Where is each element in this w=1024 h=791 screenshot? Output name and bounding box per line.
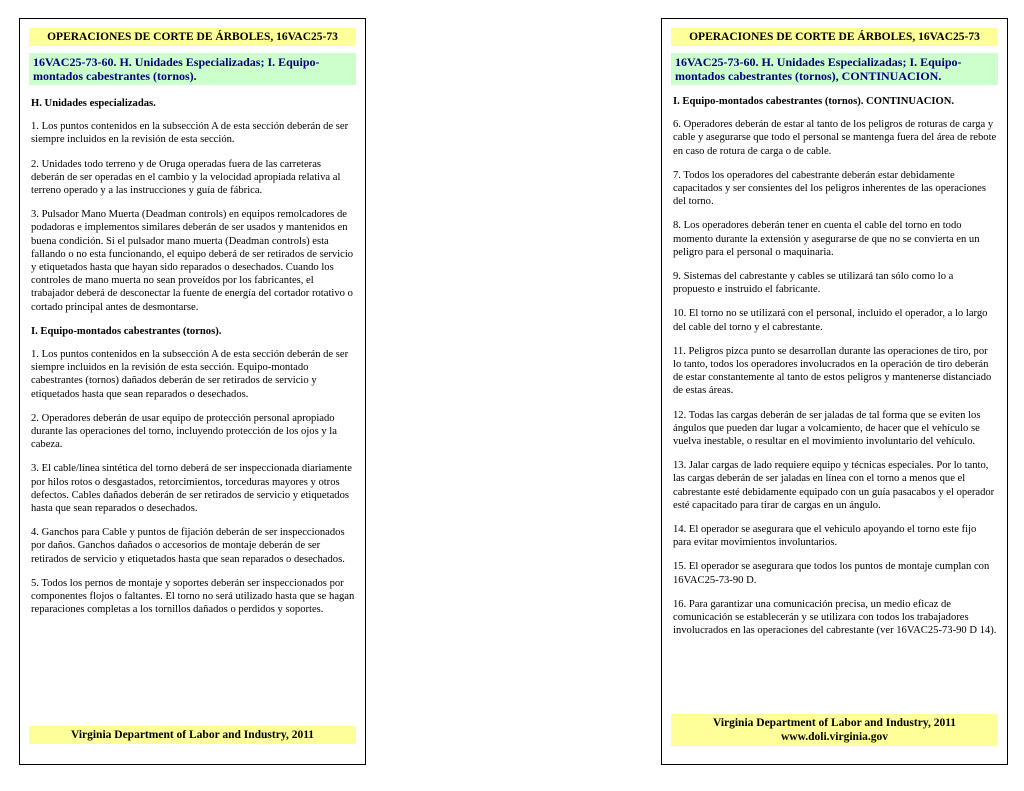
left-content [31,97,355,628]
left-section-heading: 16VAC25-73-60. H. Unidades Especializadas; I. Equipo-montados cabestrantes (tornos). [29,53,356,85]
right-section-heading: 16VAC25-73-60. H. Unidades Especializadas; I. Equipo-montados cabestrantes (tornos), CONTINUACION. [671,53,998,85]
i-item-13: 13. Jalar cargas de lado requiere equipo y técnicas especiales. Por lo tanto, las cargas deberán de ser jaladas en línea con el torno a menos que el cabrestante esté debidamente equipado con un guía pasacabos y el operador esté capacitado para tirar de cargas en un ángulo. [673,460,995,511]
i-item-7: 7. Todos los operadores del cabestrante deberán estar debidamente capacitados y ser consientes del los peligros inherentes de las operaciones del torno. [673,169,986,208]
right-footer [671,714,998,746]
right-top-banner: OPERACIONES DE CORTE DE ÁRBOLES, 16VAC25-73 [671,28,998,46]
right-footer-url: www.doli.virginia.gov [780,731,889,743]
i-item-9: 9. Sistemas del cabrestante y cables se utilizará tan sólo como lo a propuesto e instruido el fabricante. [673,271,954,296]
section-h-title: H. Unidades especializadas. [31,98,156,109]
h-item-1: 1. Los puntos contenidos en la subsección A de esta sección deberán de ser siempre incluidos en la revisión de esta sección. [31,121,349,146]
right-footer-org: Virginia Department of Labor and Industry, 2011 [712,717,957,729]
i-item-5: 5. Todos los pernos de montaje y soportes deberán ser inspeccionados por componentes flojos o faltantes. El torno no será utilizado hasta que se hagan reparaciones completas a los tornillos dañados o perdidos y soportes. [31,577,355,616]
i-item-11: 11. Peligros pizca punto se desarrollan durante las operaciones de tiro, por lo tanto, todos los operadores involucrados en la operación de tiro deberán de estar constantemente al tanto de estos peligros y mantenerse distanciado de estas áreas. [673,345,992,397]
right-content [673,95,997,649]
i-item-1: 1. Los puntos contenidos en la subsección A de esta sección deberán de ser siempre incluidos en la revisión de esta sección. Equipo-montado cabestrantes (tornos) dañados deberán de ser retirados de servicio y etiquetados hasta que sean reparados o desechados. [31,349,349,400]
h-item-3: 3. Pulsador Mano Muerta (Deadman controls) en equipos remolcadores de podadoras e implementos similares deberán de ser usados y mantenidos en buena condición. Si el pulsador mano muerta (Deadman controls) esta fallando o no esta funcionando, el equipo deberá de ser retirados de servicio y etiquetados hasta que hayan sido reparados o desechados. Cuando los controles de mano muerta no sean proveídos por los fabricantes, el trabajador deberá de desconectar la fuente de energía del cortador rotativo o cortado principal antes de desmontarse. [31,209,354,313]
i-item-16: 16. Para garantizar una comunicación precisa, un medio eficaz de comunicación se establecerán y se utilizara con todos los trabajadores involucrados en las operaciones del cabrestante (ver 16VAC25-73-90 D 14). [673,598,997,637]
i-item-8: 8. Los operadores deberán tener en cuenta el cable del torno en todo momento durante la extensión y asegurarse de que no se convierta en un peligro para el personal o maquinaria. [673,220,980,258]
i-item-14: 14. El operador se asegurara que el vehiculo apoyando el torno este fijo para evitar movimientos involuntarios. [673,524,977,549]
left-footer: Virginia Department of Labor and Industry, 2011 [29,726,356,744]
left-top-banner: OPERACIONES DE CORTE DE ÁRBOLES, 16VAC25-73 [29,28,356,46]
i-item-15: 15. El operador se asegurara que todos los puntos de montaje cumplan con 16VAC25-73-90 D. [673,561,990,586]
i-item-3: 3. El cable/línea sintética del torno deberá de ser inspeccionada diariamente por hilos rotos o desgastados, retorcimientos, torceduras mayores y otros defectos. Cables dañados deberán de ser retirados de servicio y etiquetados hasta que sean reparados o desechados. [31,463,352,515]
h-item-2: 2. Unidades todo terreno y de Oruga operadas fuera de las carreteras deberán de ser operadas en el cambio y la velocidad apropiada relativa al terreno operado y a las instrucciones y guía de fábrica. [31,158,341,197]
section-i-continuation-title: I. Equipo-montados cabestrantes (tornos). CONTINUACION. [673,96,955,107]
i-item-10: 10. El torno no se utilizará con el personal, incluido el operador, a lo largo del cable del torno y el cabrestante. [673,308,988,333]
left-panel [19,18,366,765]
i-item-12: 12. Todas las cargas deberán de ser jaladas de tal forma que se eviten los ángulos que pueden dar lugar a volcamiento, de hacer que el vehículo se vuelva inestable, o resultar en el movimiento involuntario del vehículo. [673,409,981,448]
section-i-title: I. Equipo-montados cabestrantes (tornos). [31,325,222,337]
i-item-4: 4. Ganchos para Cable y puntos de fijación deberán de ser inspeccionados por daños. Ganchos dañados o accesorios de montaje deberán de ser retirados de servicio y etiquetados hasta que sean reparados o desechados. [31,527,345,565]
i-item-2: 2. Operadores deberán de usar equipo de protección personal apropiado durante las operaciones del torno, incluyendo protección de los ojos y la cabeza. [31,412,337,451]
i-item-6: 6. Operadores deberán de estar al tanto de los peligros de roturas de carga y cable y asegurarse que todo el personal se mantenga fuera del área de rebote en caso de rotura de carga o de cable. [673,119,997,157]
right-panel [661,18,1008,765]
